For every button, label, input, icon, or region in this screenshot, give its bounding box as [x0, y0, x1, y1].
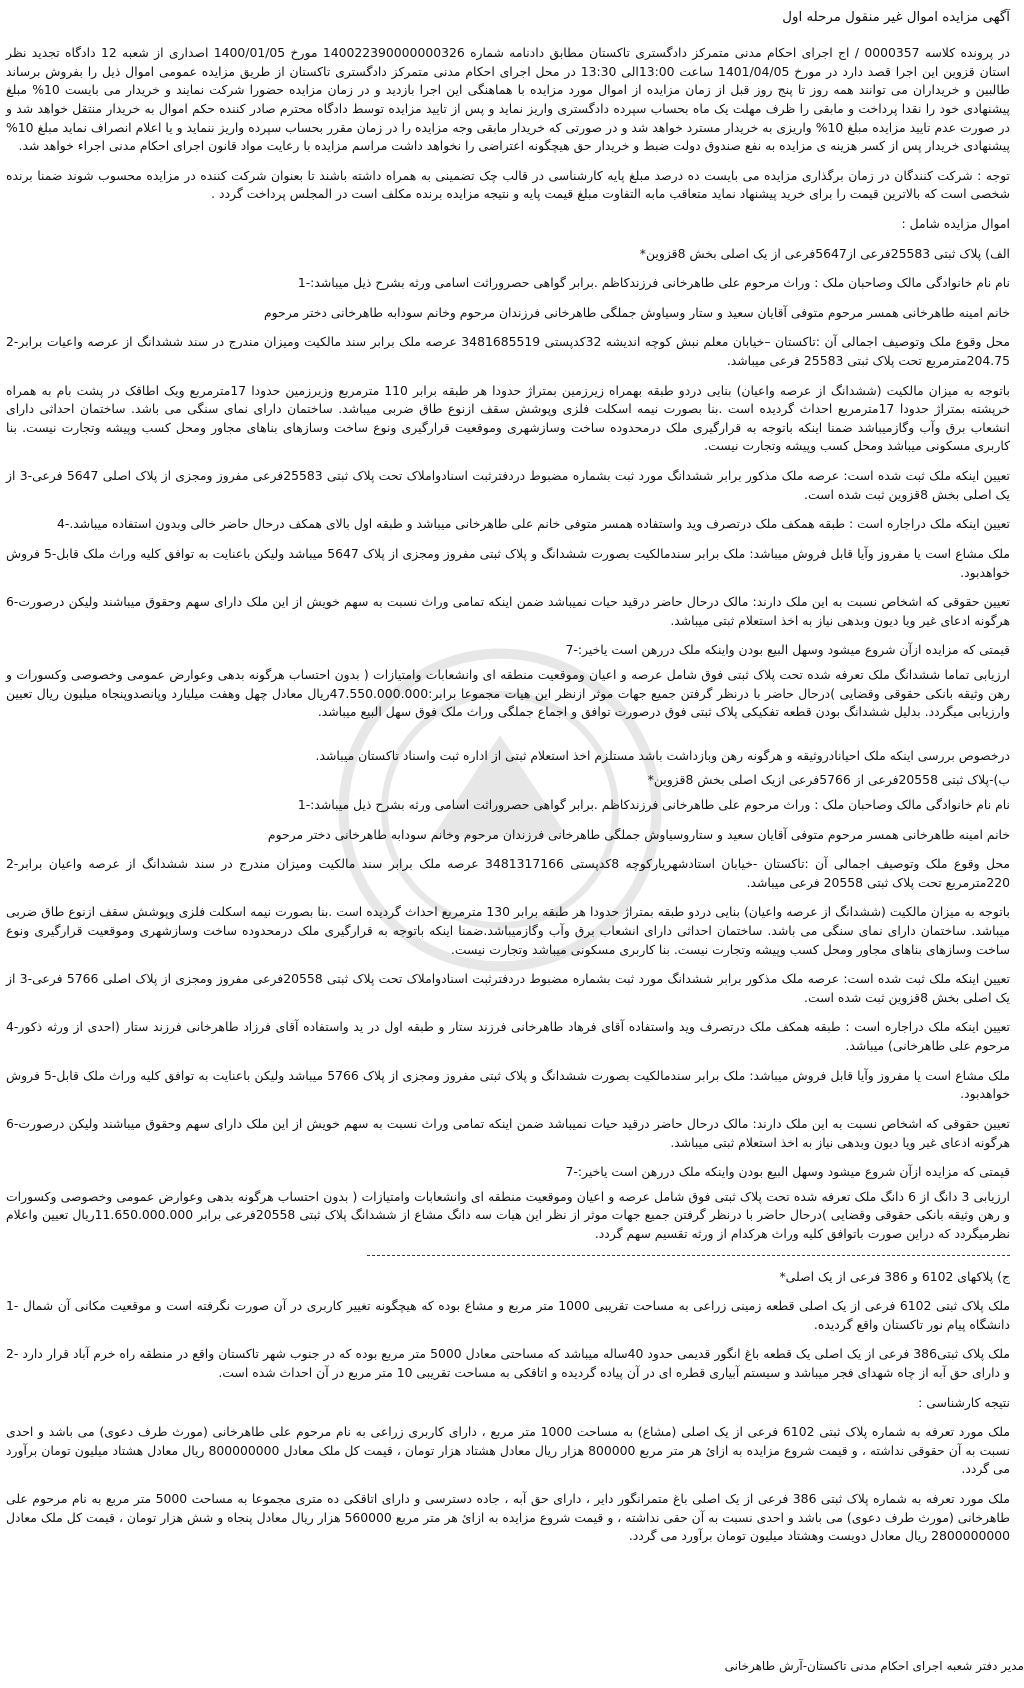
section-c-heading: ج) پلاکهای 6102 و 386 فرعی از یک اصلی*: [779, 1268, 1010, 1284]
auction-notice: [6, 2, 1010, 1557]
section-c-plot-386: ملک پلاک ثبتی386 فرعی از یک اصلی یک قطعه باغ انگور قدیمی حدود 40ساله میباشد که مساحتی معادل 5000 متر مربع بوده که در جنوب شهر تاکستان واقع در منطقه راه خرم آباد قرار دارد -2 و دارای حق آبه از چاه شهدای فجر میباشد و سیستم آبیاری قطره ای در آن پیاده گردیده و اتاقکی به مساحت تقریبی 10 متر مربع در آن احداث شده است.: [6, 1346, 1010, 1381]
section-b: [6, 771, 1010, 1243]
section-a-rights: تعیین حقوقی که اشخاص نسبت به این ملک دارند: مالک درحال حاضر درقید حیات نمیباشد ضمن اینکه تمامی وراث نسبت به سهم خویش از این ملک دارای سهم وحقوق میباشند ولیکن درصورت-6 هرگونه ادعای غیر ویا دیون وبدهی نیاز به اخذ استعلام ثبتی میباشد.: [6, 594, 1010, 628]
section-a-lease: تعیین اینکه ملک دراجاره است : طبقه همکف ملک درتصرف وید واستفاده همسر متوفی خانم علی طاهرخانی میباشد و طبقه اول بالای همکف درحال حاضر خالی وبدون استفاده میباشد.-4: [56, 516, 1010, 532]
section-b-registration: تعیین اینکه ملک ثبت شده است: عرصه ملک مذکور برابر ششدانگ مورد ثبت بشماره مضبوط دردفترثبت اسنادواملاک تحت پلاک ثبتی 20558فرعی مفروز ومجزی از پلاک اصلی 5766 فرعی-3 از یک اصلی بخش 8قزوین ثبت شده است.: [6, 971, 1010, 1005]
section-a-valuation: ارزیابی تماما ششدانگ ملک تعرفه شده تحت پلاک ثبتی فوق شامل عرصه و اعیان وموقعیت منطقه ای وانشعابات وامتیازات ( بدون احتساب هرگونه بدهی وعوارض عمومی وخصوصی وکسورات و رهن وثیقه بانکی حقوقی وقضایی )درحال حاضر با درنظر گرفتن جمیع جهات موثر ازنظر این هیات مجموعا برابر:47.550.000.000ریال معادل چهل وهفت میلیارد وپانصدوپنجاه میلیون ریال تعیین وارزیابی میگردد. بدلیل ششدانگ بودن قطعه تفکیکی پلاک ثبتی فوق درصورت توافق و اجماع جملگی وراث ملک فوق سهل البیع میباشد.: [6, 666, 1010, 720]
section-a-mortgage-inquiry: درخصوص بررسی اینکه ملک احیانادروثیقه و هرگونه رهن وبازداشت باشد مستلزم اخذ استعلام ثبتی از اداره ثبت واسناد تاکستان میباشد.: [315, 747, 1010, 763]
expert-result-6102: ملک مورد تعرفه به شماره پلاک ثبتی 6102 فرعی از یک اصلی (مشاع) به مساحت 1000 متر مربع ، دارای کاربری زراعی به نام مرحوم علی طاهرخانی (مورث طرف دعوی) می باشد و احدی نسبت به آن حقوقی نداشته ، و قیمت شروع مزایده به ازائ هر متر مربع 800000 هزار ریال معادل هشتاد هزار تومان ، قیمت کل ملک معادل 800000000 ریال معادل هشتاد میلیون تومان برآورد می گردد.: [6, 1424, 1010, 1477]
section-a-location: محل وقوع ملک وتوصیف اجمالی آن :تاکستان –خیابان معلم نبش کوچه اندیشه 32کدپستی 3481685519 عرصه ملک برابر سند مالکیت ومیزان مندرج در سند ششدانگ از عرصه واعیات برابر-2 204.75مترمربع تحت پلاک ثبتی 25583 فرعی میباشد.: [6, 334, 1010, 369]
section-a-owner: نام نام خانوادگی مالک وصاحبان ملک : وراث مرحوم علی طاهرخانی فرزندکاظم .برابر گواهی حصروراثت اسامی ورثه بشرح ذیل میباشد:-1: [297, 275, 1010, 291]
section-a-heading: الف) پلاک ثبتی 25583فرعی از5647فرعی از یک اصلی بخش 8قزوین*: [639, 245, 1010, 261]
section-a-building: باتوجه به میزان مالکیت (ششدانگ از عرصه واعیان) بنایی دردو طبقه بهمراه زیرزمین بمتراژ حدودا هر طبقه برابر 110 مترمربع وزیرزمین حدودا 17مترمربع ویک اطاقک در پشت بام به همراه خرپشته بمتراژ حدودا 17مترمربع احداث گردیده است .بنا بصورت نیمه اسکلت فلزی وپوشش سقف ازنوع طاق ضربی میباشد. ساختمان دارای نمای سنگی می باشد. ساختمان احداثی دارای انشعاب برق وآب وگازمیباشد ضمنا اینکه باتوجه به قرارگیری ملک درمحدوده ساخت وسازشهری وموقعیت قرارگیری ونوع ساخت وسازهای بناهای مجاور ومحل کسب وپیشه وتجارت نیست. بنا کاربری مسکونی میباشد ومحل کسب وپیشه وتجارت نیست.: [6, 382, 1010, 454]
deposit-note: توجه : شرکت کنندگان در زمان برگذاری مزایده می بایست ده درصد مبلغ پایه کارشناسی در قالب چک تضمینی به همراه داشته باشند تا بعنوان شرکت کننده در مزایده محسوب شوند ضمنا برنده شخصی است که بالاترین قیمت را برای خرید پیشنهاد نماید متعاقب مابه التفاوت مبلغ قیمت پایه و نتیجه مزایده برنده مکلف است در المجلس پرداخت گردد .: [6, 167, 1010, 202]
section-b-heirs: خانم امینه طاهرخانی همسر مرحوم متوفی آقایان سعید و ستاروسیاوش جملگی طاهرخانی فرزندان مرحوم وخانم سودابه طاهرخانی دختر مرحوم: [267, 826, 1010, 842]
section-b-heading: ب)-پلاک ثبتی 20558فرعی از 5766فرعی ازیک اصلی بخش 8قزوین*: [647, 772, 1010, 788]
section-b-price-heading: قیمتی که مزایده ازآن شروع میشود وسهل البیع بودن واینکه ملک دررهن است یاخیر:-7: [565, 1164, 1010, 1180]
section-b-building: باتوجه به میزان مالکیت (ششدانگ از عرصه واعیان) بنایی دردو طبقه بمتراژ حدودا هر طبقه برابر 130 مترمربع احداث گردیده است .بنا بصورت نیمه اسکلت فلزی وپوشش سقف ازنوع طاق ضربی میباشد. ساختمان دارای نمای سنگی می باشد. ساختمان احداثی دارای انشعاب برق وآب وگازمیباشد.ضمنا اینکه باتوجه به قرارگیری ملک درمحدوده ساخت وسازشهری وموقعیت قرارگیری ونوع ساخت وسازهای بناهای مجاور ومحل کسب وپیشه وتجارت نیست. بنا کاربری مسکونی میباشد وتجارت نیست.: [6, 904, 1010, 957]
section-a-ownership-type: ملک مشاع است یا مفروز وآیا قابل فروش میباشد: ملک برابر سندمالکیت بصورت ششدانگ و پلاک ثبتی مفروز ومجزی از پلاک 5647 میباشد ولیکن باعنایت به توافق کلیه وراث ملک قابل-5 فروش خواهدبود.: [6, 545, 1011, 580]
section-a: [6, 245, 1010, 766]
expert-result-heading: نتیجه کارشناسی :: [918, 1394, 1010, 1410]
section-b-rights: تعیین حقوقی که اشخاص نسبت به این ملک دارند: مالک درحال حاضر درقید حیات نمیباشد ضمن اینکه تمامی وراث نسبت به سهم خویش از این ملک دارای سهم وحقوق میباشند ولیکن درصورت-6 هرگونه ادعای غیر ویا دیون وبدهی نیاز به اخذ استعلام ثبتی میباشد.: [6, 1115, 1010, 1150]
section-b-valuation: ارزیابی 3 دانگ از 6 دانگ ملک تعرفه شده تحت پلاک ثبتی فوق شامل عرصه و اعیان وموقعیت منطقه ای وانشعابات وامتیازات ( بدون احتساب هرگونه بدهی وعوارض عمومی وخصوصی وکسورات و رهن وثیقه بانکی حقوقی وقضایی )درحال حاضر با درنظر گرفتن جمیع جهات موثر از نظر این هیات سه دانگ مشاع از ششدانگ پلاک ثبتی 20558فرعی برابر 11.650.000.000ریال تعیین واعلام نظرمیگردد که دراین صورت باتوافق کلیه وراث هرکدام از ورثه تقسیم سهم گردد.: [6, 1188, 1010, 1241]
section-a-registration: تعیین اینکه ملک ثبت شده است: عرصه ملک مذکور برابر ششدانگ مورد ثبت بشماره مضبوط دردفترثبت اسنادواملاک تحت پلاک ثبتی 25583فرعی مفروز ومجزی از پلاک اصلی 5647 فرعی-3 از یک اصلی بخش 8قزوین ثبت شده است.: [6, 468, 1010, 502]
notice-title: آگهی مزایده اموال غیر منقول مرحله اول: [782, 10, 1010, 25]
intro-paragraph: در پرونده کلاسه 0000357 / اج اجرای احکام مدنی متمرکز دادگستری تاکستان مطابق دادنامه شماره 140022390000000326 مورخ 1400/01/05 اصداری از شعبه 12 دادگاه تجدید نظر استان قزوین این اجرا قصد دارد در مورخ 1401/04/05 ساعت 13:00الی 13:30 در محل اجرای احکام مدنی متمرکز دادگستری تاکستان از طریق مزایده عمومی اموال ذیل را بفروش برساند طالبین و خریداران می توانند همه روز تا پنج روز قبل از زمان مزایده از اموال مورد مزایده با هماهنگی این اجرا بازدید و در زمان مزایده حضورا شرکت نمایند و خریدار می بایست 10% مبلغ پیشنهادی خود را نقدا پرداخت و مابقی را ظرف مهلت یک ماه بحساب سپرده دادگستری واریز نماید و پس از تایید مزایده توسط دادگاه محترم صادر کننده حکم اموال به خریدار منتقل خواهد شد و در صورت عدم تایید مزایده مبلغ 10% واریزی به خریدار مسترد خواهد شد و در صورتی که خریدار مابقی وجه مزایده را در زمان مقرر بحساب سپرده واریز ننماید و یا اعلام انصراف نماید مبلغ 10% پیشنهادی خریدار پس از کسر هزینه ی مزایده به نفع صندوق دولت ضبط و خریدار حق هیچگونه اعتراضی را نخواهد داشت مراسم مزایده با رعایت مواد قانون اجرای احکام مدنی اجراء خواهد شد.: [6, 45, 1011, 154]
section-c: [6, 1268, 1010, 1546]
section-divider: [367, 1255, 1010, 1256]
section-b-owner: نام نام خانوادگی مالک وصاحبان ملک : وراث مرحوم علی طاهرخانی فرزندکاظم .برابر گواهی حصروراثت اسامی ورثه بشرح ذیل میباشد:-1: [297, 797, 1010, 812]
assets-heading: اموال مزایده شامل :: [901, 215, 1010, 231]
section-b-lease: تعیین اینکه ملک دراجاره است : طبقه همکف ملک درتصرف وید واستفاده آقای فرهاد طاهرخانی فرزند ستار و طبقه اول در ید واستفاده آقای فرزاد طاهرخانی فرزند ستار (احدی از ورثه ذکور-4 مرحوم علی طاهرخانی) میباشد.: [6, 1019, 1010, 1054]
section-a-heirs: خانم امینه طاهرخانی همسر مرحوم متوفی آقایان سعید و ستار وسیاوش جملگی طاهرخانی فرزندان مرحوم وخانم سودابه طاهرخانی دختر مرحوم: [263, 304, 1010, 320]
section-b-location: محل وقوع ملک وتوصیف اجمالی آن :تاکستان -خیابان استادشهریارکوچه 8کدپستی 3481317166 عرصه ملک برابر سند مالکیت ومیزان مندرج در سند ششدانگ از عرصه واعیان برابر-2 220مترمربع تحت پلاک ثبتی 20558 فرعی میباشد.: [6, 856, 1010, 890]
section-c-plot-6102: ملک پلاک ثبتی 6102 فرعی از یک اصلی قطعه زمینی زراعی به مساحت تقریبی 1000 متر مربع و مشاع بوده که هیچگونه تغییر کاربری در آن صورت نگرفته است و موقعیت مکانی آن شمال -1 دانشگاه پیام نور تاکستان واقع گردیده.: [6, 1298, 1010, 1332]
section-b-ownership-type: ملک مشاع است یا مفروز وآیا قابل فروش میباشد: ملک برابر سندمالکیت بصورت ششدانگ و پلاک ثبتی مفروز ومجزی از پلاک 5766 میباشد ولیکن باعنایت به توافق کلیه وراث ملک قابل-5 فروش خواهدبود.: [6, 1067, 1011, 1102]
signature-line: مدیر دفتر شعبه اجرای احکام مدنی تاکستان-آرش طاهرخانی: [724, 1659, 1024, 1673]
section-a-price-heading: قیمتی که مزایده ازآن شروع میشود وسهل البیع بودن واینکه ملک دررهن است یاخیر:-7: [565, 642, 1010, 658]
expert-result-386: ملک مورد تعرفه به شماره پلاک ثبتی 386 فرعی از یک اصلی باغ متمرانگور دایر ، دارای حق آبه ، جاده دسترسی و دارای اتاقکی ده متری مجموعا به مساحت 5000 متر مربع به نام مرحوم علی طاهرخانی (مورث طرف دعوی) می باشد و احدی نسبت به آن حقی نداشته ، و قیمت شروع مزایده به ازائ هر متر مربع 560000 هزار ریال معادل پنجاه و شش هزار تومان ، قیمت کل ملک معادل 2800000000 ریال معادل دویست وهشتاد میلیون تومان برآورد می گردد.: [6, 1491, 1010, 1544]
